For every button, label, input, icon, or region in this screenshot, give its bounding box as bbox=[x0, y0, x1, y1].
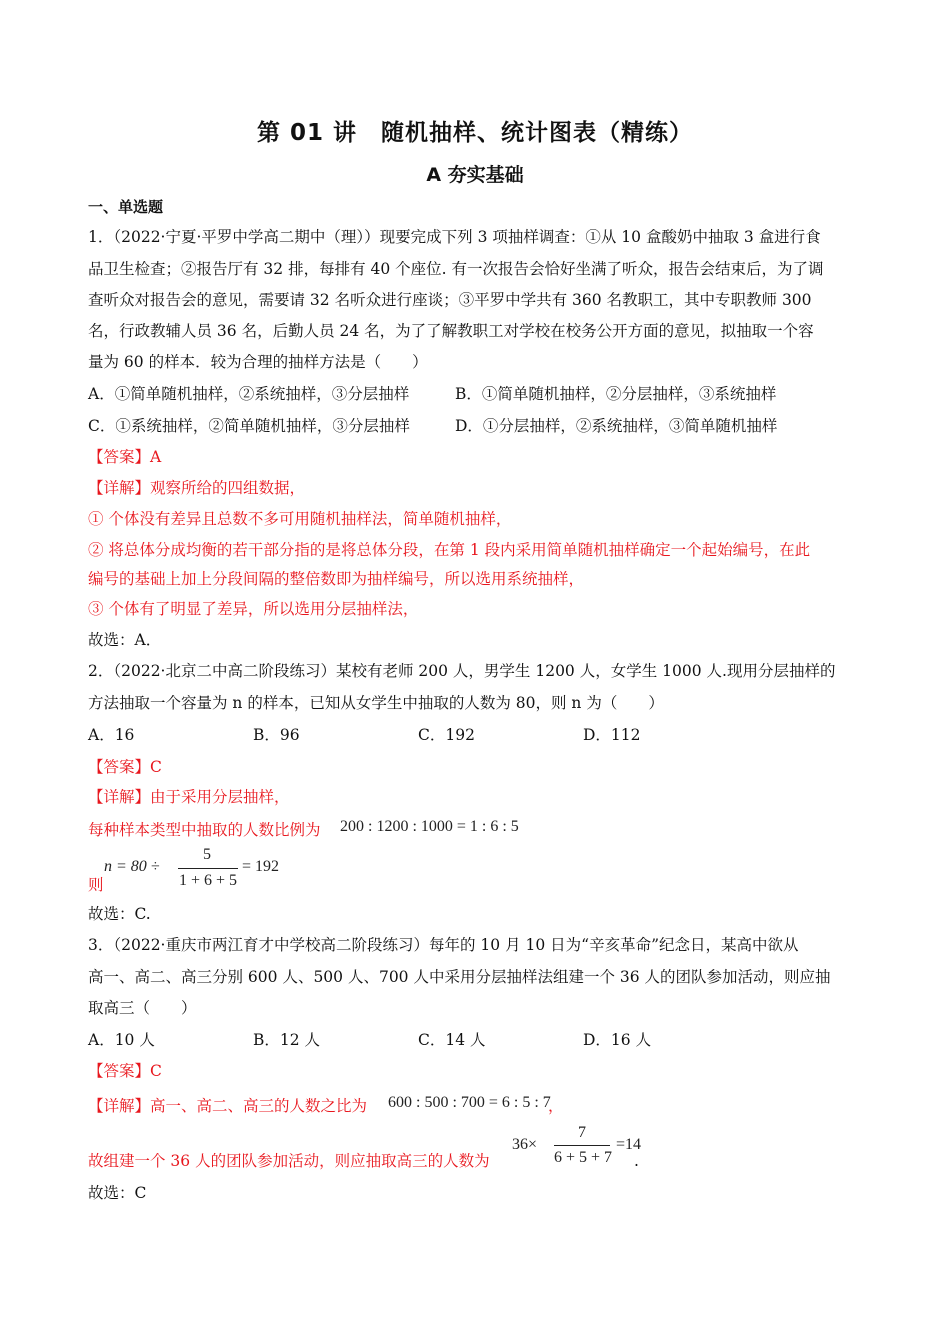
q1-detail: ③ 个体有了明显了差异，所以选用分层抽样法， bbox=[88, 600, 419, 618]
q2-fraction-bar bbox=[178, 868, 238, 869]
q1-choice: 故选：A． bbox=[88, 631, 162, 649]
q1-detail: ② 将总体分成均衡的若干部分指的是将总体分段，在第 1 段内采用简单随机抽样确定一个起始编号，在此 bbox=[88, 541, 811, 559]
q2-formula-numerator: 5 bbox=[203, 846, 211, 863]
q3-option-c: C．14 人 bbox=[418, 1031, 486, 1049]
q1-detail: 编号的基础上加上分段间隔的整倍数即为抽样编号，所以选用系统抽样， bbox=[88, 570, 585, 588]
q2-option-a: A．16 bbox=[88, 726, 135, 744]
q3-formula-lhs: 36× bbox=[512, 1136, 538, 1153]
q1-detail: ① 个体没有差异且总数不多可用随机抽样法，简单随机抽样， bbox=[88, 510, 512, 528]
q3-formula-tail: . bbox=[634, 1152, 639, 1170]
q3-detail: 故组建一个 36 人的团队参加活动，则应抽取高三的人数为 bbox=[88, 1152, 490, 1170]
q3-ratio-tail: ， bbox=[548, 1097, 564, 1115]
q3-option-a: A．10 人 bbox=[88, 1031, 155, 1049]
q1-line: 名，行政教辅人员 36 名，后勤人员 24 名，为了了解教职工对学校在校务公开方面的意见，拟抽取一个容 bbox=[88, 322, 814, 340]
q2-line: 2．（2022·北京二中高二阶段练习）某校有老师 200 人，男学生 1200 人，女学生 1000 人.现用分层抽样的 bbox=[88, 662, 836, 680]
q1-option-d: D．①分层抽样，②系统抽样，③简单随机抽样 bbox=[455, 417, 778, 435]
q1-answer: 【答案】A bbox=[88, 448, 162, 466]
q2-option-c: C．192 bbox=[418, 726, 475, 744]
q2-answer: 【答案】C bbox=[88, 758, 162, 776]
q3-fraction-bar bbox=[554, 1145, 610, 1146]
q1-detail: 【详解】观察所给的四组数据， bbox=[88, 479, 306, 497]
q1-option-a: A．①简单随机抽样，②系统抽样，③分层抽样 bbox=[88, 385, 410, 403]
q3-ratio-formula: 600 : 500 : 700 = 6 : 5 : 7 bbox=[388, 1094, 551, 1111]
q3-answer: 【答案】C bbox=[88, 1062, 162, 1080]
q2-detail: 【详解】由于采用分层抽样， bbox=[88, 788, 290, 806]
q3-formula-numerator: 7 bbox=[578, 1124, 586, 1141]
q1-line: 1．（2022·宁夏·平罗中学高二期中（理））现要完成下列 3 项抽样调查：①从 10 盒酸奶中抽取 3 盒进行食 bbox=[88, 228, 821, 246]
q2-formula-denominator: 1 + 6 + 5 bbox=[178, 872, 238, 889]
q3-formula-rhs: =14 bbox=[616, 1136, 642, 1153]
q3-option-d: D．16 人 bbox=[583, 1031, 652, 1049]
q2-option-b: B．96 bbox=[253, 726, 300, 744]
q2-ratio-formula: 200 : 1200 : 1000 = 1 : 6 : 5 bbox=[340, 818, 519, 835]
page-subtitle: A 夯实基础 bbox=[426, 164, 524, 186]
q2-formula-rhs: = 192 bbox=[242, 858, 280, 875]
q2-detail: 每种样本类型中抽取的人数比例为 bbox=[88, 821, 321, 839]
page-title: 第 01 讲 随机抽样、统计图表（精练） bbox=[256, 120, 694, 146]
q3-detail: 【详解】高一、高二、高三的人数之比为 bbox=[88, 1097, 368, 1115]
q2-then: 则 bbox=[88, 876, 104, 894]
q3-line: 取高三（ ） bbox=[88, 999, 197, 1017]
q3-line: 3．（2022·重庆市两江育才中学校高二阶段练习）每年的 10 月 10 日为“辛亥革命”纪念日，某高中欲从 bbox=[88, 936, 799, 954]
q3-choice: 故选：C bbox=[88, 1184, 147, 1202]
q1-line: 品卫生检查；②报告厅有 32 排，每排有 40 个座位. 有一次报告会恰好坐满了听众，报告会结束后，为了调 bbox=[88, 260, 824, 278]
q2-line: 方法抽取一个容量为 n 的样本，已知从女学生中抽取的人数为 80，则 n 为（ ） bbox=[88, 694, 664, 712]
section-heading: 一、单选题 bbox=[88, 198, 164, 216]
q2-option-d: D．112 bbox=[583, 726, 641, 744]
q3-option-b: B．12 人 bbox=[253, 1031, 321, 1049]
q3-formula-denominator: 6 + 5 + 7 bbox=[553, 1149, 613, 1166]
q1-line: 查听众对报告会的意见，需要请 32 名听众进行座谈；③平罗中学共有 360 名教职工，其中专职教师 300 bbox=[88, 291, 812, 309]
q1-option-c: C．①系统抽样，②简单随机抽样，③分层抽样 bbox=[88, 417, 410, 435]
q1-line: 量为 60 的样本．较为合理的抽样方法是（ ） bbox=[88, 353, 428, 371]
q3-formula bbox=[510, 1124, 670, 1174]
q2-choice: 故选：C. bbox=[88, 905, 151, 923]
q2-formula-lhs: n = 80 ÷ bbox=[104, 858, 160, 875]
q1-option-b: B．①简单随机抽样，②分层抽样，③系统抽样 bbox=[455, 385, 777, 403]
q3-line: 高一、高二、高三分别 600 人、500 人、700 人中采用分层抽样法组建一个 36 人的团队参加活动，则应抽 bbox=[88, 968, 831, 986]
